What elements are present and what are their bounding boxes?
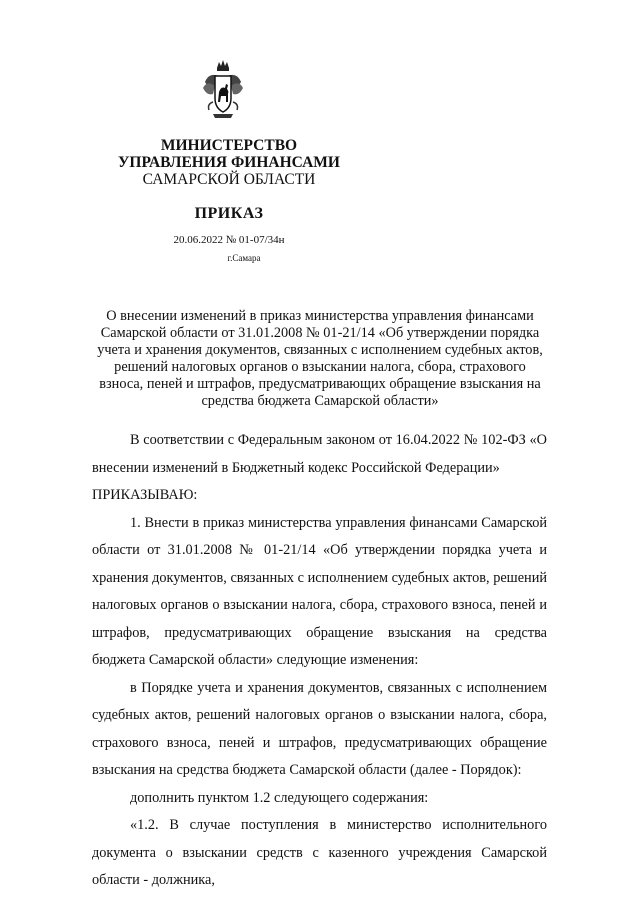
order-subject: О внесении изменений в приказ министерства управления финансами Самарской области от 31.01.2008 № 01-21/14 «Об утверждении порядка учета и хранения документов, связанных с исполнением судебных актов, решений налоговых органов о взыскании налога, сбора, страхового взноса, пеней и штрафов, предусматривающих обращение взыскания на средства бюджета Самарской области»	[97, 308, 543, 409]
ministry-line-2: УПРАВЛЕНИЯ ФИНАНСАМИ	[118, 154, 340, 171]
item-1-sub-paragraph: в Порядке учета и хранения документов, связанных с исполнением судебных актов, решений налоговых органов о взыскании налога, сбора, страхового взноса, пеней и штрафов, предусматривающих обращение взыскания на средства бюджета Самарской области (далее - Порядок):	[92, 679, 547, 778]
coat-of-arms-icon	[199, 58, 247, 122]
ministry-line-3: САМАРСКОЙ ОБЛАСТИ	[142, 171, 316, 188]
item-1-2-paragraph: «1.2. В случае поступления в министерство исполнительного документа о взыскании средств с казенного учреждения Самарской области - должника,	[92, 817, 547, 888]
order-word: ПРИКАЗЫВАЮ:	[92, 487, 198, 503]
item-1-paragraph: 1. Внести в приказ министерства управления финансами Самарской области от 31.01.2008 № 01-21/14 «Об утверждении порядка учета и хранения документов, связанных с исполнением судебных актов, решений налоговых органов о взыскании налога, сбора, страхового взноса, пеней и штрафов, предусматривающих обращение взыскания на средства бюджета Самарской области» следующие изменения:	[92, 514, 547, 668]
preamble-paragraph: В соответствии с Федеральным законом от 16.04.2022 № 102-ФЗ «О внесении изменений в Бюджетный кодекс Российской Федерации»	[92, 432, 547, 476]
document-title: ПРИКАЗ	[194, 205, 264, 222]
item-1-add-paragraph: дополнить пунктом 1.2 следующего содержания:	[130, 789, 429, 806]
order-meta	[90, 233, 368, 265]
order-date-number: 20.06.2022 № 01-07/34н	[173, 234, 285, 246]
document-body	[92, 427, 547, 895]
ministry-line-1: МИНИСТЕРСТВО	[160, 137, 298, 154]
order-city: г.Самара	[227, 253, 261, 263]
ministry-name	[90, 137, 368, 188]
